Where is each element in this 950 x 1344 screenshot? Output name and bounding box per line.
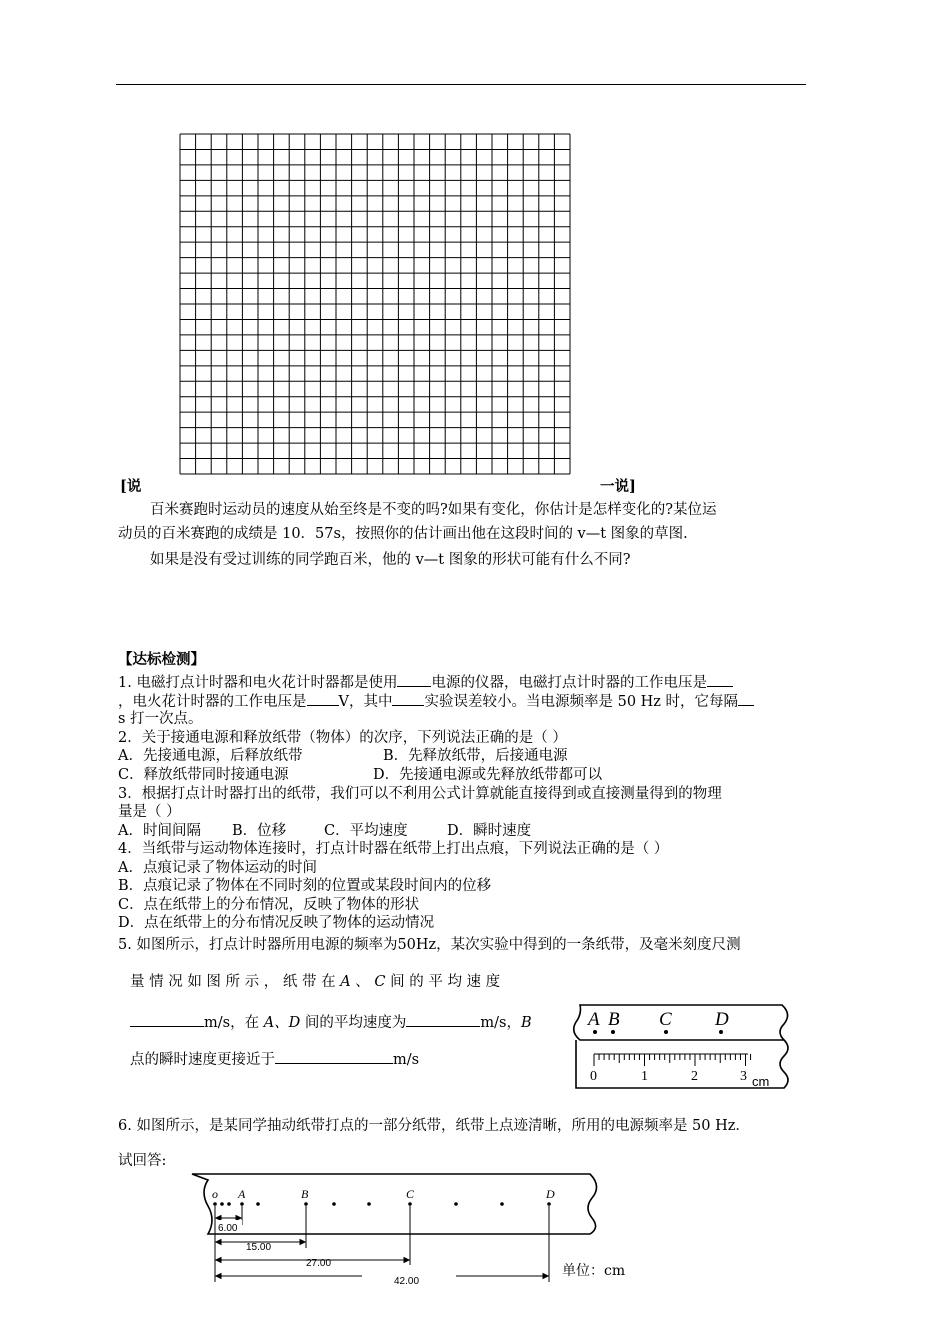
dim-label-15: 15.00: [246, 1242, 272, 1253]
para2: 如果是没有受过训练的同学跑百米，他的 v—t 图象的形状可能有什么不同?: [150, 552, 631, 568]
q5-points-ad: A、D: [263, 1015, 301, 1031]
q1-text-1: 1. 电磁打点计时器和电火花计时器都是使用: [118, 675, 398, 691]
tape-dot-a: [593, 1030, 597, 1034]
graph-paper-grid: [178, 132, 572, 476]
dim-label-27: 27.00: [306, 1258, 332, 1269]
tape-label-d: D: [546, 1187, 555, 1201]
q1-text-4: V，其中: [338, 694, 393, 710]
q1-line1: [118, 672, 733, 692]
q5-line3: [130, 1012, 532, 1032]
dim-label-42: 42.00: [394, 1276, 420, 1287]
q5-text-3: m/s，在: [204, 1015, 264, 1031]
ruler-num-2: 2: [691, 1069, 698, 1084]
tape-dot: [500, 1202, 504, 1206]
dim-arrow: [404, 1258, 409, 1263]
q1-blank-5[interactable]: [738, 691, 754, 706]
dim-arrow: [216, 1216, 221, 1221]
q5-blank-1[interactable]: [130, 1012, 204, 1027]
tape-label-c: C: [406, 1187, 415, 1201]
tape-label-b: B: [608, 1009, 620, 1030]
tape-dot: [332, 1202, 336, 1206]
q5-point-c: C: [374, 974, 386, 990]
para1-line2: 动员的百米赛跑的成绩是 10．57s，按照你的估计画出他在这段时间的 v—t 图象的草图.: [118, 526, 688, 542]
paper-tape: [574, 1005, 788, 1040]
tape-label-o: o: [212, 1187, 218, 1201]
q5-sep: 、: [350, 974, 375, 990]
q5-text-2: 间 的 平 均 速 度: [385, 974, 501, 990]
q4-option-b[interactable]: B．点痕记录了物体在不同时刻的位置或某段时间内的位移: [118, 878, 492, 894]
tape-dot: [220, 1202, 224, 1206]
dim-arrow: [216, 1240, 221, 1245]
dim-arrow: [543, 1274, 548, 1279]
ruler-num-3: 3: [740, 1069, 747, 1084]
q5-text-4: 间的平均速度为: [300, 1015, 407, 1031]
q2-option-c[interactable]: C．释放纸带同时接通电源: [118, 767, 289, 783]
tape-label-a: A: [588, 1009, 600, 1030]
tape-dot: [547, 1202, 551, 1206]
q1-blank-2[interactable]: [707, 672, 733, 687]
tape-dot: [367, 1202, 371, 1206]
tape-dimension-figure: [186, 1170, 606, 1288]
q2-option-d[interactable]: D．先接通电源或先释放纸带都可以: [373, 767, 603, 783]
q3-line1: 3．根据打点计时器打出的纸带，我们可以不利用公式计算就能直接得到或直接测量得到的物理: [118, 786, 722, 802]
tape-label-d: D: [715, 1009, 729, 1030]
say-left-label: [说: [120, 478, 142, 495]
q1-blank-1[interactable]: [397, 672, 431, 687]
tape-dot-b: [611, 1030, 615, 1034]
q5-blank-2[interactable]: [406, 1012, 480, 1027]
q1-blank-4[interactable]: [392, 691, 424, 706]
q2-stem: 2．关于接通电源和释放纸带（物体）的次序，下列说法正确的是（ ）: [118, 730, 567, 746]
q5-point-b: B: [520, 1015, 532, 1031]
section-title: 【达标检测】: [118, 651, 205, 668]
q1-text-3: ，电火花计时器的工作电压是: [118, 694, 307, 710]
q1-line3: s 打一次点。: [118, 711, 203, 727]
q3-line2: 量是（ ）: [118, 804, 181, 820]
header-rule: [116, 84, 806, 85]
q5-text-1: 量 情 况 如 图 所 示 ， 纸 带 在: [130, 974, 341, 990]
q4-option-c[interactable]: C．点在纸带上的分布情况，反映了物体的形状: [118, 897, 420, 913]
q5-text-5: m/s，: [480, 1015, 521, 1031]
q3-option-d[interactable]: D．瞬时速度: [447, 823, 532, 839]
tape-dot: [454, 1202, 458, 1206]
q2-option-a[interactable]: A．先接通电源，后释放纸带: [118, 748, 303, 764]
para1-line1: 百米赛跑时运动员的速度从始至终是不变的吗?如果有变化，你估计是怎样变化的?某位运: [150, 502, 717, 518]
ruler-unit: cm: [752, 1074, 770, 1089]
q1-text-2: 电源的仪器，电磁打点计时器的工作电压是: [431, 675, 707, 691]
tape-dot-c: [664, 1030, 668, 1034]
q5-line2: [130, 973, 500, 991]
tape-dot: [240, 1202, 244, 1206]
q3-option-b[interactable]: B．位移: [232, 823, 287, 839]
q3-option-c[interactable]: C．平均速度: [324, 823, 408, 839]
ruler-num-1: 1: [641, 1069, 648, 1084]
tape-dot: [408, 1202, 412, 1206]
tape-label-c: C: [659, 1009, 672, 1030]
q5-text-7: m/s: [393, 1052, 420, 1068]
q5-line4: [130, 1049, 419, 1069]
q4-option-d[interactable]: D．点在纸带上的分布情况反映了物体的运动情况: [118, 915, 435, 931]
q6-line2: 试回答:: [118, 1153, 167, 1169]
q6-line1: 6. 如图所示，是某同学抽动纸带打点的一部分纸带，纸带上点迹清晰，所用的电源频率是 50 Hz．: [118, 1118, 750, 1134]
dim-arrow: [236, 1216, 241, 1221]
q5-line1: 5. 如图所示，打点计时器所用电源的频率为50Hz，某次实验中得到的一条纸带，及毫米刻度尺测: [118, 937, 741, 953]
tape-dot: [256, 1202, 260, 1206]
tape-ruler-figure: [570, 1002, 796, 1094]
say-right-label: 一说]: [600, 478, 636, 495]
q5-text-6: 点的瞬时速度更接近于: [130, 1052, 275, 1068]
dim-arrow: [300, 1240, 305, 1245]
q1-text-5: 实验误差较小。当电源频率是 50 Hz 时，它每隔: [424, 694, 739, 710]
q4-stem: 4．当纸带与运动物体连接时，打点计时器在纸带上打出点痕，下列说法正确的是（ ）: [118, 841, 669, 857]
paper-tape: [192, 1174, 597, 1234]
q5-point-a: A: [340, 974, 351, 990]
ruler-num-0: 0: [590, 1069, 597, 1084]
q4-option-a[interactable]: A．点痕记录了物体运动的时间: [118, 860, 317, 876]
q5-blank-3[interactable]: [275, 1049, 393, 1064]
tape-label-a: A: [238, 1187, 246, 1201]
dim-arrow: [216, 1258, 221, 1263]
unit-label: 单位：cm: [562, 1263, 626, 1279]
dim-arrow: [216, 1274, 221, 1279]
tape-dot: [213, 1202, 217, 1206]
q3-option-a[interactable]: A．时间间隔: [118, 823, 201, 839]
q1-line2: [118, 691, 754, 711]
q1-blank-3[interactable]: [307, 691, 339, 706]
dim-label-6: 6.00: [218, 1223, 238, 1234]
q2-option-b[interactable]: B．先释放纸带，后接通电源: [383, 748, 568, 764]
tape-dot: [304, 1202, 308, 1206]
tape-dot-d: [719, 1030, 723, 1034]
tape-label-b: B: [301, 1187, 309, 1201]
tape-dot: [227, 1202, 231, 1206]
